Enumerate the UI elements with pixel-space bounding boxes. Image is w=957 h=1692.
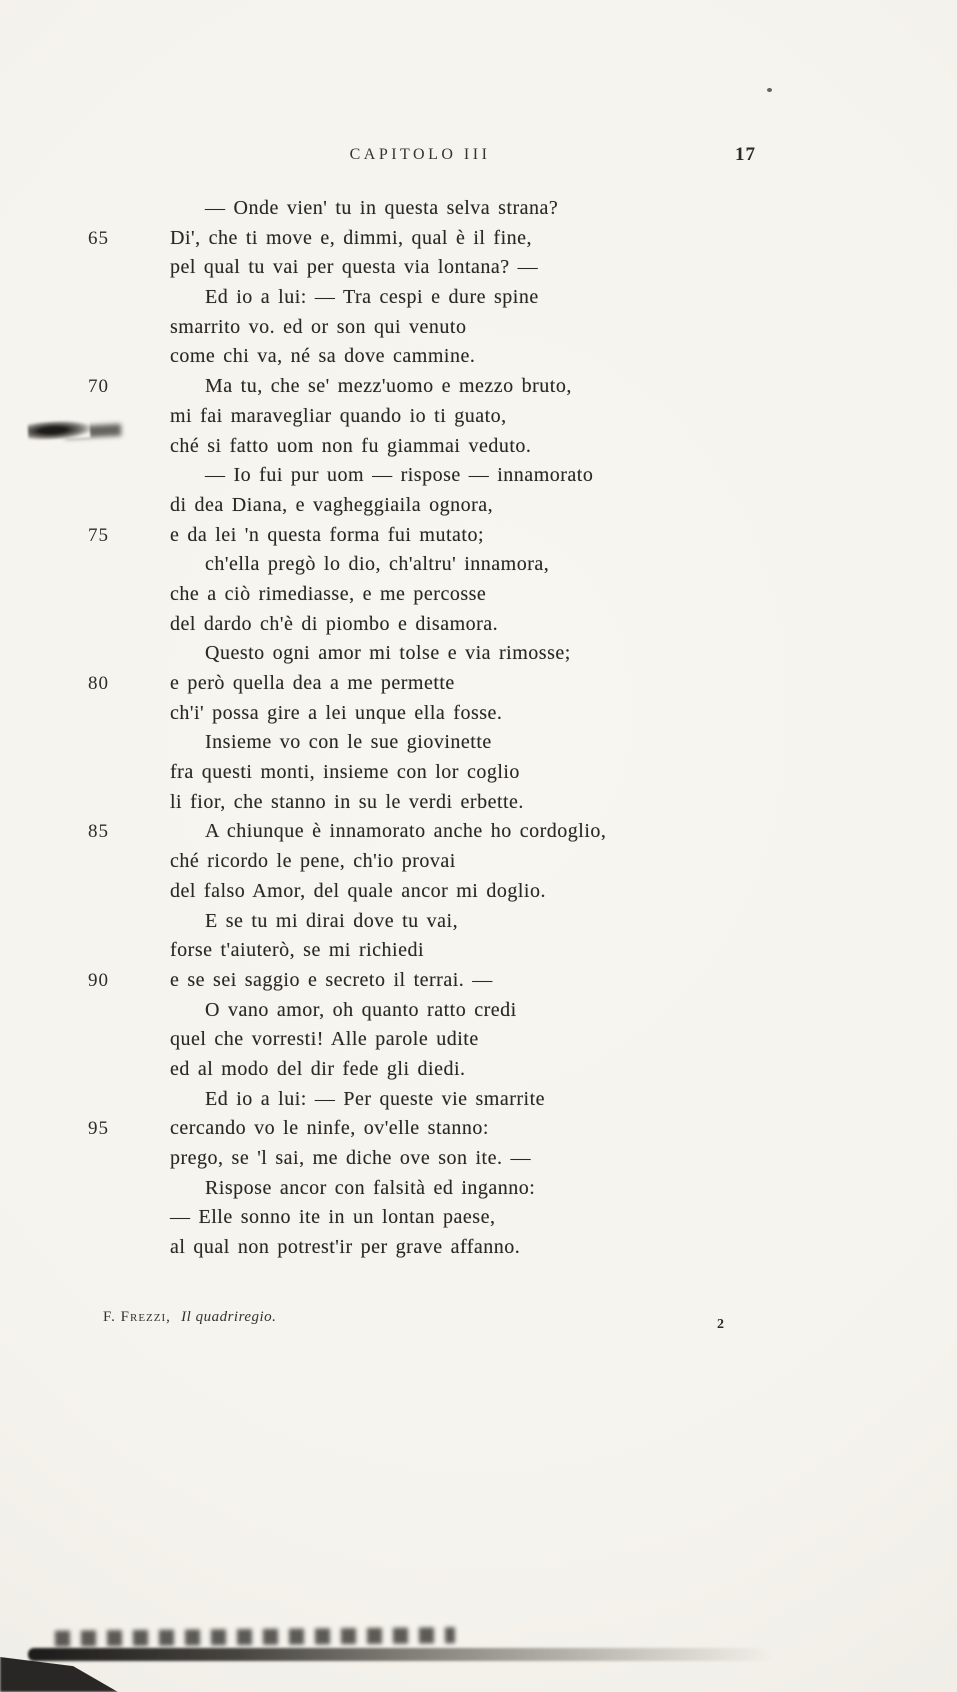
poem-line [0,1114,957,1144]
poem-line-text: Di', che ti move e, dimmi, qual è il fine, [170,226,533,249]
verse-line-number: 85 [88,821,109,843]
poem-line-text: O vano amor, oh quanto ratto credi [205,998,517,1021]
verse-line-number: 90 [88,969,109,991]
poem-line-text: e però quella dea a me permette [170,672,455,694]
poem-line-text: ché ricordo le pene, ch'io provai [170,850,456,873]
poem-line-text: Ed io a lui: — Per queste vie smarrite [205,1087,546,1110]
poem-line [0,194,957,224]
poem-line-text: — Io fui pur uom — rispose — innamorato [205,464,594,487]
poem-line-text: ché si fatto uom non fu giammai veduto. [170,434,532,457]
poem-line [0,402,957,432]
sheet-number: 2 [717,1317,724,1332]
poem-line [0,491,957,521]
poem-line [0,283,957,313]
poem-line [0,728,957,758]
poem-line [0,847,957,877]
poem-line-text: al qual non potrest'ir per grave affanno. [170,1236,521,1259]
poem-line [0,758,957,788]
author-name: F. Frezzi, [103,1309,171,1325]
poem-line [0,1174,957,1204]
poem-line [0,788,957,818]
poem-line [0,372,957,402]
poem-line [0,521,957,551]
poem-line-text: fra questi monti, insieme con lor coglio [170,761,520,784]
poem-line [0,313,957,343]
poem-line [0,936,957,966]
poem-line [0,550,957,580]
poem-line-text: di dea Diana, e vagheggiaila ognora, [170,493,494,516]
poem-line-text: prego, se 'l sai, me diche ove son ite. — [170,1147,531,1169]
poem-line-text: ch'i' possa gire a lei unque ella fosse. [170,701,503,724]
page-number: 17 [735,144,756,165]
poem-line [0,1055,957,1085]
poem-line [0,224,957,254]
poem-line-text: — Elle sonno ite in un lontan paese, [170,1206,496,1229]
poem-line [0,1144,957,1174]
bottom-scan-band-artifact [28,1648,773,1661]
poem-line [0,580,957,610]
poem-line-text: ed al modo del dir fede gli diedi. [170,1057,466,1080]
poem-line-text: — Onde vien' tu in questa selva strana? [205,197,559,219]
verse-line-number: 75 [88,524,109,546]
corner-shadow-artifact [0,1654,118,1692]
poem-line-text: e da lei 'n questa forma fui mutato; [170,523,485,546]
verse-line-number: 65 [88,227,109,249]
poem-line [0,966,957,996]
bottom-bleed-text-artifact [55,1627,455,1646]
poem-line [0,432,957,462]
poem-line-text: forse t'aiuterò, se mi richiedi [170,939,425,962]
poem-line [0,253,957,283]
poem [0,194,957,1263]
verse-line-number: 95 [88,1118,109,1140]
poem-line-text: cercando vo le ninfe, ov'elle stanno: [170,1117,489,1140]
poem-line-text: A chiunque è innamorato anche ho cordoglio, [205,820,607,843]
poem-line [0,669,957,699]
poem-line [0,610,957,640]
poem-line [0,996,957,1026]
scan-dot-artifact [767,88,772,92]
footer-signature [103,1309,276,1326]
poem-line [0,342,957,372]
poem-line [0,1025,957,1055]
poem-line-text: come chi va, né sa dove cammine. [170,345,476,368]
poem-line-text: li fior, che stanno in su le verdi erbette. [170,790,524,813]
poem-line-text: Ma tu, che se' mezz'uomo e mezzo bruto, [205,375,572,398]
poem-line-text: del falso Amor, del quale ancor mi doglio. [170,879,546,902]
poem-line-text: che a ciò rimediasse, e me percosse [170,582,487,605]
poem-line-text: Questo ogni amor mi tolse e via rimosse; [205,642,571,665]
poem-line-text: Ed io a lui: — Tra cespi e dure spine [205,286,539,309]
work-title: Il quadriregio. [181,1309,277,1325]
poem-line-text: Rispose ancor con falsità ed inganno: [205,1176,536,1199]
poem-line [0,1085,957,1115]
verse-line-number: 80 [88,673,109,694]
poem-line [0,639,957,669]
poem-line [0,461,957,491]
poem-line [0,699,957,729]
poem-line [0,877,957,907]
poem-line [0,1203,957,1233]
poem-line [0,817,957,847]
poem-line-text: E se tu mi dirai dove tu vai, [205,909,459,932]
poem-line [0,907,957,937]
poem-line-text: smarrito vo. ed or son qui venuto [170,315,467,338]
chapter-heading: CAPITOLO III [349,146,491,163]
poem-line-text: del dardo ch'è di piombo e disamora. [170,612,499,635]
poem-line-text: Insieme vo con le sue giovinette [205,731,492,754]
poem-line [0,1233,957,1263]
poem-line-text: pel qual tu vai per questa via lontana? — [170,256,539,279]
poem-line-text: quel che vorresti! Alle parole udite [170,1028,479,1051]
poem-line-text: ch'ella pregò lo dio, ch'altru' innamora, [205,553,550,576]
poem-line-text: e se sei saggio e secreto il terrai. — [170,968,493,991]
verse-line-number: 70 [88,376,109,398]
poem-line-text: mi fai maravegliar quando io ti guato, [170,404,507,427]
